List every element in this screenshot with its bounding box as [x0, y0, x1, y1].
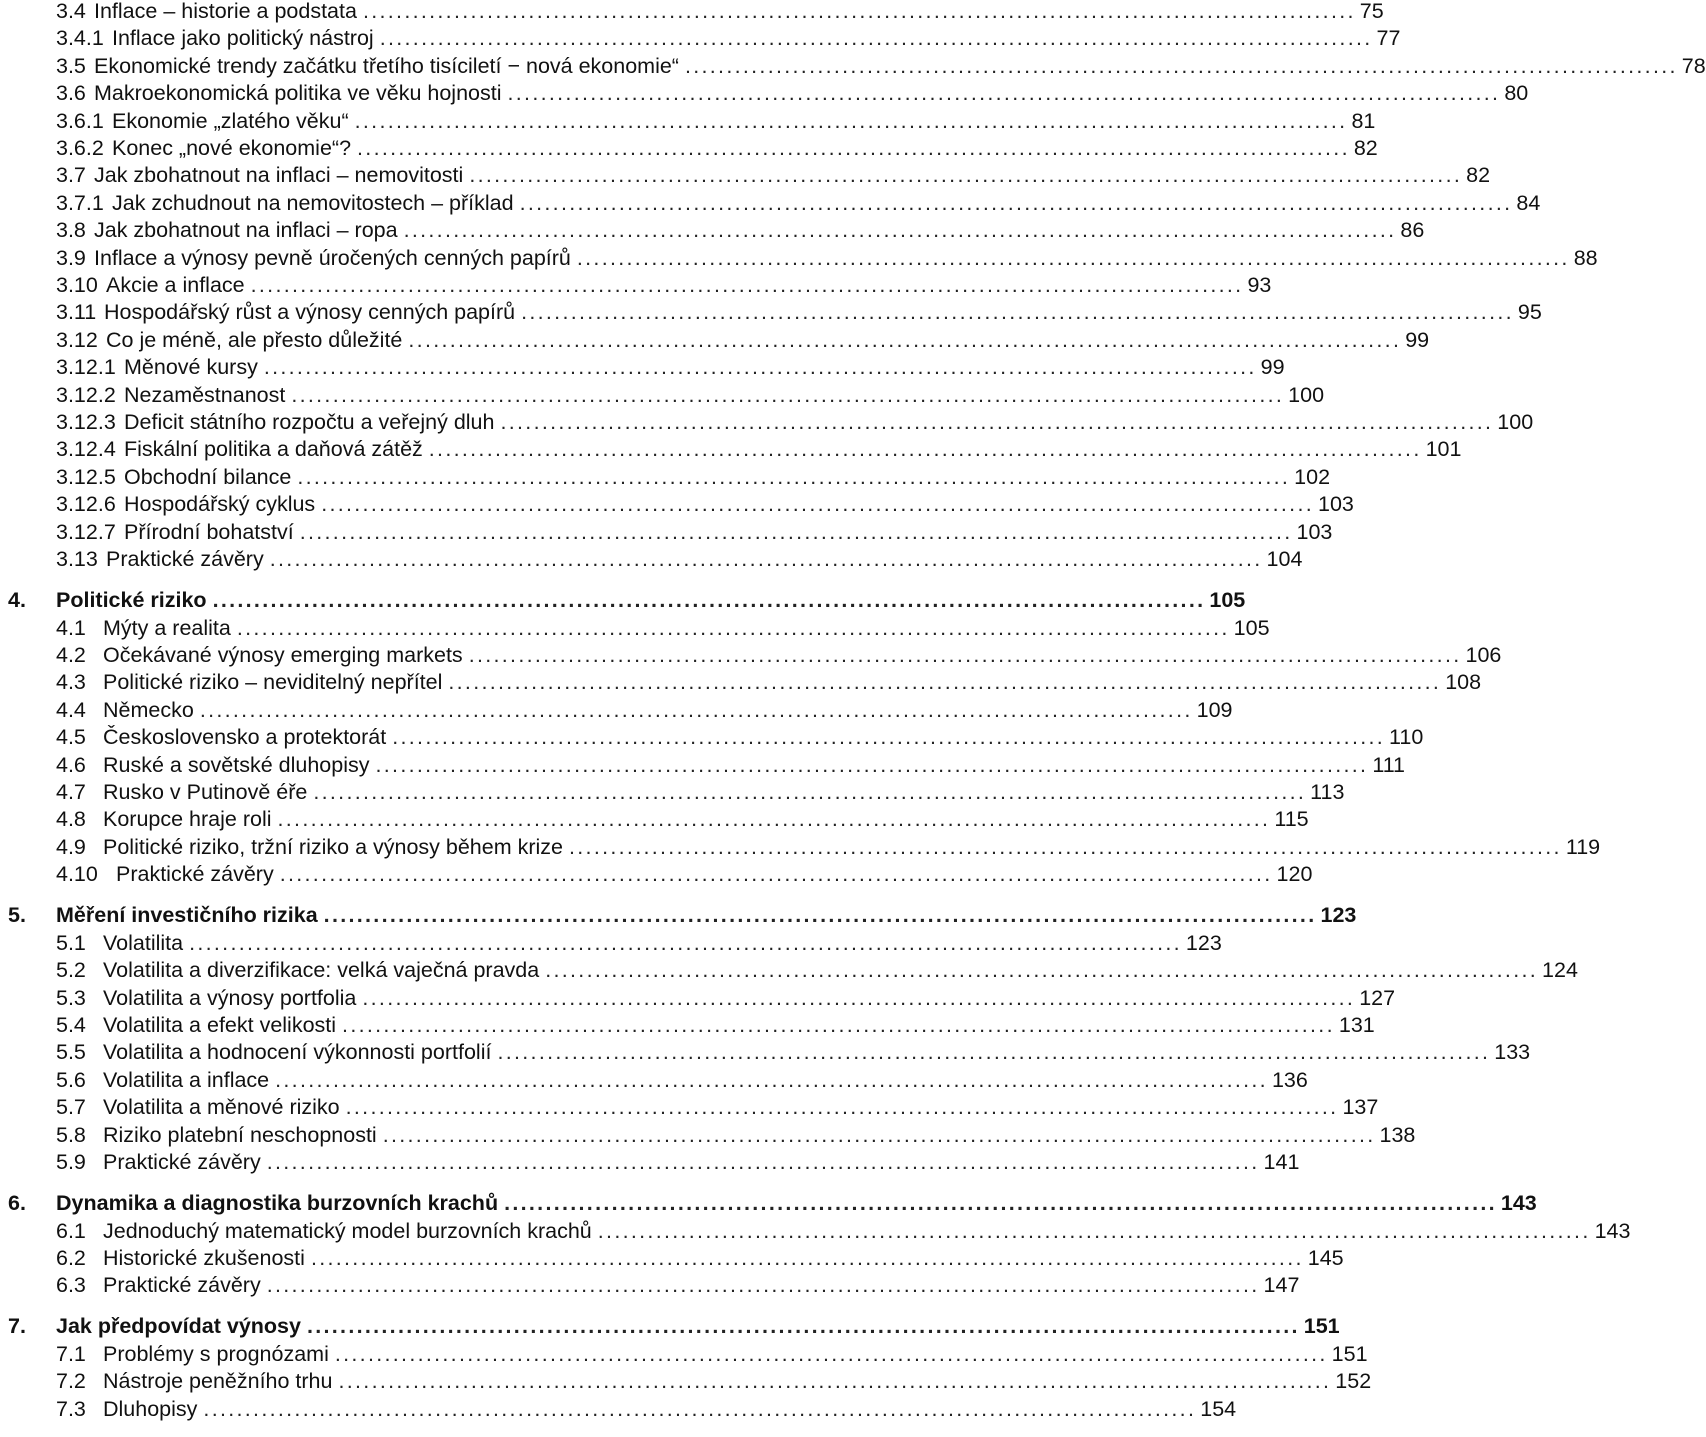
- toc-number: 4.3: [56, 670, 86, 695]
- toc-chapter-row: [0, 901, 1357, 929]
- toc-entry-row: [0, 518, 1333, 546]
- dot-leader: ........................................................................................................................: [323, 903, 1317, 928]
- toc-entry-row: [0, 353, 1285, 381]
- toc-number: 5.9: [56, 1150, 86, 1174]
- dot-leader: ........................................................................................................................: [345, 1095, 1339, 1120]
- dot-leader: ........................................................................................................................: [277, 807, 1271, 832]
- toc-title: Jak zchudnout na nemovitostech – příklad: [112, 190, 514, 215]
- toc-title: Jednoduchý matematický model burzovních krachů: [103, 1218, 592, 1243]
- dot-leader: ........................................................................................................................: [545, 958, 1539, 983]
- toc-page-number: 104: [1266, 547, 1303, 571]
- toc-number: 3.6.1: [56, 108, 104, 133]
- toc-page-number: 103: [1296, 519, 1333, 544]
- toc-page-number: 119: [1565, 834, 1601, 859]
- dot-leader: ........................................................................................................................: [297, 464, 1291, 489]
- toc-title: Nezaměstnanost: [124, 382, 286, 407]
- toc-page-number: 143: [1594, 1218, 1631, 1243]
- toc-number: 3.13: [56, 547, 98, 571]
- toc-chapter-row: [0, 1189, 1537, 1217]
- toc-page-number: 102: [1294, 464, 1331, 489]
- toc-entry-row: [0, 298, 1542, 326]
- dot-leader: ........................................................................................................................: [306, 1314, 1300, 1339]
- toc-page-number: 143: [1500, 1190, 1537, 1215]
- toc-page-number: 141: [1263, 1150, 1300, 1174]
- toc-number: 3.8: [56, 218, 86, 243]
- toc-title: Inflace – historie a podstata: [94, 0, 357, 23]
- toc-page-number: 84: [1516, 190, 1541, 215]
- toc-number: 4.5: [56, 725, 86, 750]
- toc-page-number: 147: [1263, 1273, 1300, 1298]
- toc-entry-row: [0, 545, 1303, 573]
- toc-title: Volatilita a efekt velikosti: [103, 1013, 337, 1037]
- toc-entry-row: [0, 723, 1424, 751]
- dot-leader: ........................................................................................................................: [500, 410, 1494, 434]
- toc-number: 5.3: [56, 985, 86, 1010]
- toc-number: 3.12.1: [56, 355, 116, 380]
- toc-entry-row: [0, 52, 1706, 80]
- toc-entry-row: [0, 1271, 1300, 1299]
- dot-leader: ........................................................................................................................: [236, 615, 1230, 640]
- toc-number: 7.3: [56, 1396, 86, 1421]
- toc-entry-row: [0, 134, 1378, 162]
- toc-page-number: 109: [1196, 697, 1233, 722]
- toc-number: 3.6.2: [56, 136, 104, 160]
- toc-page-number: 95: [1517, 300, 1542, 325]
- toc-number: 3.7: [56, 163, 86, 188]
- toc-entry-row: [0, 1011, 1375, 1039]
- toc-entry-row: [0, 1367, 1372, 1395]
- dot-leader: ........................................................................................................................: [521, 300, 1514, 325]
- toc-title: Očekávané výnosy emerging markets: [103, 643, 463, 667]
- toc-entry-row: [0, 435, 1462, 463]
- toc-title: Inflace jako politický nástroj: [112, 26, 374, 51]
- toc-entry-row: [0, 24, 1401, 52]
- toc-title: Ekonomie „zlatého věku“: [112, 108, 349, 133]
- toc-number: 5.7: [56, 1095, 86, 1120]
- toc-number: 5.5: [56, 1040, 86, 1065]
- toc-title: Praktické závěry: [103, 1150, 261, 1174]
- toc-page-number: 100: [1497, 410, 1534, 434]
- toc-number: 3.6: [56, 81, 86, 106]
- dot-leader: ........................................................................................................................: [408, 327, 1402, 352]
- toc-number: 3.12.7: [56, 519, 116, 544]
- toc-entry-row: [0, 490, 1354, 518]
- toc-entry-row: [0, 1038, 1531, 1066]
- toc-page-number: 111: [1372, 752, 1406, 777]
- toc-entry-row: [0, 189, 1541, 217]
- toc-entry-row: [0, 668, 1482, 696]
- toc-number: 3.7.1: [56, 190, 104, 215]
- dot-leader: ........................................................................................................................: [597, 1218, 1591, 1243]
- toc-title: Volatilita a výnosy portfolia: [103, 985, 357, 1010]
- dot-leader: ........................................................................................................................: [392, 725, 1386, 750]
- toc-page-number: 86: [1400, 218, 1425, 243]
- toc-number: 3.4: [56, 0, 86, 23]
- toc-title: Volatilita: [103, 930, 184, 955]
- toc-page-number: 77: [1376, 26, 1401, 51]
- toc-title: Nástroje peněžního trhu: [103, 1369, 333, 1394]
- toc-entry-row: [0, 244, 1598, 272]
- toc-page-number: 78: [1681, 53, 1706, 78]
- toc-number: 5.4: [56, 1013, 86, 1037]
- toc-entry-row: [0, 107, 1376, 135]
- toc-title: Dluhopisy: [103, 1396, 198, 1421]
- toc-title: Deficit státního rozpočtu a veřejný dluh: [124, 410, 495, 434]
- toc-entry-row: [0, 1340, 1368, 1368]
- toc-entry-row: [0, 956, 1578, 984]
- dot-leader: ........................................................................................................................: [321, 492, 1314, 517]
- toc-page-number: 80: [1504, 81, 1529, 106]
- toc-title: Ekonomické trendy začátku třetího tisíciletí − nová ekonomie“: [94, 53, 679, 78]
- toc-page-number: 106: [1465, 643, 1502, 667]
- toc-entry-row: [0, 778, 1345, 806]
- toc-entry-row: [0, 161, 1491, 189]
- dot-leader: ........................................................................................................................: [342, 1013, 1335, 1037]
- toc-entry-row: [0, 1093, 1379, 1121]
- toc-number: 3.4.1: [56, 26, 104, 51]
- dot-leader: ........................................................................................................................: [313, 780, 1307, 804]
- dot-leader: ........................................................................................................................: [497, 1040, 1491, 1065]
- toc-entry-row: [0, 860, 1313, 888]
- toc-number: 7.2: [56, 1369, 86, 1394]
- toc-page-number: 133: [1494, 1040, 1531, 1065]
- dot-leader: ........................................................................................................................: [212, 587, 1206, 612]
- toc-entry-row: [0, 1148, 1300, 1176]
- toc-title: Rusko v Putinově éře: [103, 780, 308, 804]
- toc-number: 3.12: [56, 327, 98, 352]
- dot-leader: ........................................................................................................................: [338, 1369, 1332, 1394]
- toc-number: 4.: [8, 587, 26, 612]
- dot-leader: ........................................................................................................................: [569, 834, 1562, 859]
- toc-number: 4.7: [56, 780, 86, 804]
- toc-entry-row: [0, 1121, 1416, 1149]
- dot-leader: ........................................................................................................................: [448, 670, 1442, 695]
- toc-page-number: 123: [1320, 903, 1357, 928]
- dot-leader: ........................................................................................................................: [357, 136, 1350, 160]
- toc-entry-row: [0, 929, 1222, 957]
- toc-chapter-row: [0, 586, 1246, 614]
- toc-number: 7.: [8, 1314, 26, 1339]
- dot-leader: ........................................................................................................................: [310, 1246, 1304, 1270]
- toc-title: Měření investičního rizika: [56, 903, 318, 928]
- toc-number: 4.10: [56, 862, 98, 887]
- toc-title: Jak předpovídat výnosy: [56, 1314, 301, 1339]
- toc-page-number: 103: [1318, 492, 1354, 517]
- toc-page-number: 100: [1288, 382, 1325, 407]
- toc-title: Historické zkušenosti: [103, 1246, 305, 1270]
- dot-leader: ........................................................................................................................: [379, 26, 1373, 51]
- toc-entry-row: [0, 1217, 1631, 1245]
- toc-title: Praktické závěry: [106, 547, 264, 571]
- dot-leader: ........................................................................................................................: [263, 355, 1257, 380]
- toc-page-number: 113: [1310, 780, 1345, 804]
- toc-entry-row: [0, 463, 1331, 491]
- toc-entry-row: [0, 805, 1309, 833]
- dot-leader: ........................................................................................................................: [279, 862, 1273, 887]
- toc-entry-row: [0, 833, 1601, 861]
- dot-leader: ........................................................................................................................: [199, 697, 1193, 722]
- toc-page-number: 81: [1351, 108, 1376, 133]
- toc-page-number: 101: [1425, 437, 1462, 462]
- toc-number: 3.10: [56, 273, 98, 297]
- toc-page-number: 138: [1379, 1122, 1416, 1147]
- toc-number: 6.: [8, 1190, 26, 1215]
- toc-entry-row: [0, 271, 1272, 299]
- toc-page-number: 75: [1359, 0, 1384, 23]
- toc-title: Měnové kursy: [124, 355, 258, 380]
- toc-number: 3.12.5: [56, 464, 116, 489]
- toc-title: Makroekonomická politika ve věku hojnosti: [94, 81, 502, 106]
- toc-page-number: 145: [1307, 1246, 1344, 1270]
- toc-title: Fiskální politika a daňová zátěž: [124, 437, 423, 462]
- toc-entry-row: [0, 1244, 1344, 1272]
- toc-entry-row: [0, 696, 1233, 724]
- toc-page-number: 105: [1209, 587, 1246, 612]
- toc-number: 5.2: [56, 958, 86, 983]
- dot-leader: ........................................................................................................................: [469, 163, 1463, 188]
- toc-title: Volatilita a hodnocení výkonnosti portfolií: [103, 1040, 492, 1065]
- dot-leader: ........................................................................................................................: [362, 985, 1356, 1010]
- dot-leader: ........................................................................................................................: [275, 1067, 1268, 1092]
- dot-leader: ........................................................................................................................: [291, 382, 1285, 407]
- toc-entry-row: [0, 1395, 1237, 1423]
- toc-title: Jak zbohatnout na inflaci – ropa: [94, 218, 398, 243]
- dot-leader: ........................................................................................................................: [519, 190, 1513, 215]
- toc-number: 5.1: [56, 930, 86, 955]
- toc-entry-row: [0, 216, 1425, 244]
- toc-page-number: 82: [1353, 136, 1378, 160]
- toc-number: 4.1: [56, 615, 86, 640]
- toc-entry-row: [0, 1066, 1308, 1094]
- dot-leader: ........................................................................................................................: [504, 1190, 1497, 1215]
- toc-title: Volatilita a měnové riziko: [103, 1095, 340, 1120]
- dot-leader: ........................................................................................................................: [468, 643, 1462, 667]
- toc-number: 5.6: [56, 1067, 86, 1092]
- toc-number: 4.4: [56, 697, 86, 722]
- toc-page-number: 152: [1335, 1369, 1372, 1394]
- dot-leader: ........................................................................................................................: [334, 1342, 1328, 1366]
- toc-title: Konec „nové ekonomie“?: [112, 136, 352, 160]
- toc-page-number: 127: [1359, 985, 1396, 1010]
- toc-number: 4.6: [56, 752, 86, 777]
- toc-title: Politické riziko, tržní riziko a výnosy během krize: [103, 834, 564, 859]
- dot-leader: ........................................................................................................................: [354, 108, 1348, 133]
- toc-title: Inflace a výnosy pevně úročených cenných papírů: [94, 245, 571, 270]
- toc-entry-row: [0, 751, 1406, 779]
- dot-leader: ........................................................................................................................: [375, 752, 1369, 777]
- toc-title: Československo a protektorát: [103, 725, 387, 750]
- toc-title: Co je méně, ale přesto důležité: [106, 327, 403, 352]
- toc-title: Praktické závěry: [103, 1273, 261, 1298]
- toc-title: Politické riziko: [56, 587, 207, 612]
- toc-page-number: 88: [1573, 245, 1598, 270]
- toc-title: Korupce hraje roli: [103, 807, 272, 832]
- toc-page-number: 120: [1276, 862, 1313, 887]
- toc-entry-row: [0, 381, 1325, 409]
- toc-number: 6.1: [56, 1218, 86, 1243]
- toc-title: Hospodářský růst a výnosy cenných papírů: [104, 300, 516, 325]
- toc-entry-row: [0, 408, 1534, 436]
- toc-page-number: 93: [1247, 273, 1272, 297]
- toc-page-number: 137: [1342, 1095, 1379, 1120]
- dot-leader: ........................................................................................................................: [382, 1122, 1376, 1147]
- toc-title: Problémy s prognózami: [103, 1342, 329, 1366]
- toc-entry-row: [0, 79, 1529, 107]
- toc-title: Praktické závěry: [116, 862, 274, 887]
- toc-title: Ruské a sovětské dluhopisy: [103, 752, 370, 777]
- toc-title: Mýty a realita: [103, 615, 231, 640]
- toc-page-number: 115: [1274, 807, 1309, 832]
- toc-number: 3.5: [56, 53, 86, 78]
- toc-page-number: 136: [1271, 1067, 1308, 1092]
- toc-number: 7.1: [56, 1342, 86, 1366]
- dot-leader: ........................................................................................................................: [269, 547, 1263, 571]
- dot-leader: ........................................................................................................................: [507, 81, 1501, 106]
- toc-page-number: 82: [1466, 163, 1491, 188]
- toc-page-number: 151: [1331, 1342, 1368, 1366]
- toc-page-number: 131: [1338, 1013, 1375, 1037]
- toc-entry-row: [0, 0, 1384, 25]
- dot-leader: ........................................................................................................................: [428, 437, 1422, 462]
- toc-page-number: 110: [1389, 725, 1424, 750]
- toc-page-number: 124: [1542, 958, 1578, 983]
- dot-leader: ........................................................................................................................: [299, 519, 1293, 544]
- dot-leader: ........................................................................................................................: [250, 273, 1244, 297]
- toc-page-number: 154: [1200, 1396, 1237, 1421]
- toc-number: 4.8: [56, 807, 86, 832]
- dot-leader: ........................................................................................................................: [266, 1150, 1260, 1174]
- toc-number: 5.: [8, 903, 26, 928]
- toc-number: 5.8: [56, 1122, 86, 1147]
- dot-leader: ........................................................................................................................: [362, 0, 1356, 23]
- toc-page-number: 108: [1445, 670, 1482, 695]
- toc-entry-row: [0, 614, 1270, 642]
- toc-title: Dynamika a diagnostika burzovních krachů: [56, 1190, 499, 1215]
- dot-leader: ........................................................................................................................: [266, 1273, 1260, 1298]
- toc-title: Jak zbohatnout na inflaci – nemovitosti: [94, 163, 464, 188]
- toc-number: 6.3: [56, 1273, 86, 1298]
- toc-number: 3.12.3: [56, 410, 116, 434]
- toc-number: 4.2: [56, 643, 86, 667]
- toc-page-number: 99: [1405, 327, 1430, 352]
- toc-number: 3.9: [56, 245, 86, 270]
- dot-leader: ........................................................................................................................: [189, 930, 1182, 955]
- toc-page-number: 105: [1233, 615, 1270, 640]
- toc-title: Přírodní bohatství: [124, 519, 294, 544]
- toc-number: 3.11: [56, 300, 97, 325]
- toc-entry-row: [0, 326, 1430, 354]
- dot-leader: ........................................................................................................................: [684, 53, 1678, 78]
- toc-title: Volatilita a inflace: [103, 1067, 270, 1092]
- toc-number: 6.2: [56, 1246, 86, 1270]
- toc-page-number: 123: [1185, 930, 1222, 955]
- toc-number: 4.9: [56, 834, 86, 859]
- toc-page-number: 151: [1303, 1314, 1340, 1339]
- toc-entry-row: [0, 641, 1502, 669]
- toc-number: 3.12.2: [56, 382, 116, 407]
- toc-page-number: 99: [1260, 355, 1285, 380]
- toc-title: Riziko platební neschopnosti: [103, 1122, 377, 1147]
- toc-title: Obchodní bilance: [124, 464, 292, 489]
- toc-number: 3.12.6: [56, 492, 116, 517]
- toc-title: Politické riziko – neviditelný nepřítel: [103, 670, 443, 695]
- toc-entry-row: [0, 984, 1396, 1012]
- toc-number: 3.12.4: [56, 437, 116, 462]
- dot-leader: ........................................................................................................................: [576, 245, 1570, 270]
- toc-chapter-row: [0, 1312, 1340, 1340]
- toc-title: Německo: [103, 697, 194, 722]
- toc-title: Volatilita a diverzifikace: velká vaječná pravda: [103, 958, 540, 983]
- dot-leader: ........................................................................................................................: [403, 218, 1397, 243]
- toc-title: Hospodářský cyklus: [124, 492, 316, 517]
- dot-leader: ........................................................................................................................: [203, 1396, 1197, 1421]
- toc-title: Akcie a inflace: [106, 273, 245, 297]
